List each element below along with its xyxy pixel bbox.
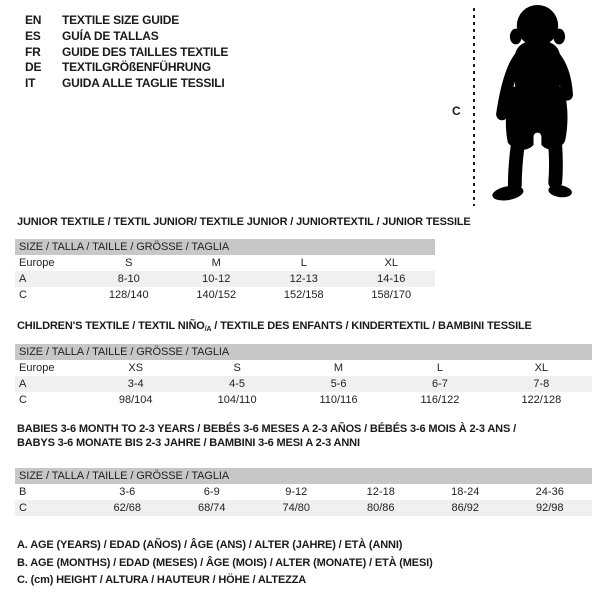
size-cell: 74/80 (282, 502, 311, 514)
children-title-pre: CHILDREN'S TEXTILE / TEXTIL NIÑO (17, 320, 205, 332)
size-header-band: SIZE / TALLA / TAILLE / GRÖSSE / TAGLIA (15, 344, 592, 360)
children-title-sub: /A (204, 326, 212, 333)
size-cell: 110/116 (319, 394, 358, 406)
table-row (15, 287, 435, 303)
size-cell: XL (534, 362, 549, 374)
size-cell: 7-8 (533, 378, 550, 390)
size-cell: 6-7 (431, 378, 448, 390)
height-measure-label: C (452, 104, 461, 118)
language-row (25, 45, 228, 61)
guide-title: GUIDE DES TAILLES TEXTILE (62, 44, 229, 59)
legend-line-a: A. AGE (YEARS) / EDAD (AÑOS) / ÂGE (ANS) / ALTER (JAHRE) / ETÀ (ANNI) (17, 539, 403, 551)
height-measure-dashed-line (473, 8, 475, 206)
guide-title: GUÍA DE TALLAS (62, 28, 159, 43)
size-cell: 5-6 (330, 378, 347, 390)
row-label: C (19, 502, 27, 514)
junior-size-table (15, 239, 435, 303)
size-cell: 24-36 (535, 486, 564, 498)
row-label: Europe (19, 257, 55, 269)
size-header-band: SIZE / TALLA / TAILLE / GRÖSSE / TAGLIA (15, 239, 435, 255)
guide-title: GUIDA ALLE TAGLIE TESSILI (62, 76, 225, 91)
table-row (15, 376, 592, 392)
size-cell: 12-18 (366, 486, 395, 498)
table-row (15, 484, 592, 500)
row-label: C (19, 394, 27, 406)
size-cell: 152/158 (283, 289, 324, 301)
size-cell: 9-12 (285, 486, 308, 498)
language-title-list (25, 13, 228, 92)
babies-table-rows (15, 484, 592, 516)
table-row (15, 500, 592, 516)
language-code: FR (25, 44, 41, 59)
language-code: DE (25, 60, 42, 75)
children-table-rows (15, 360, 592, 408)
language-row (25, 13, 228, 29)
table-row (15, 392, 592, 408)
babies-size-table (15, 468, 592, 516)
legend-line-c: C. (cm) HEIGHT / ALTURA / HAUTEUR / HÖHE / ALTEZZA (17, 574, 307, 586)
measure-legend (17, 537, 433, 590)
size-cell: 8-10 (117, 273, 140, 285)
guide-title: TEXTILE SIZE GUIDE (62, 13, 180, 27)
size-cell: 68/74 (197, 502, 226, 514)
size-cell: 80/86 (366, 502, 395, 514)
size-cell: 12-13 (289, 273, 318, 285)
size-cell: XL (384, 257, 398, 269)
table-row (15, 271, 435, 287)
language-row (25, 60, 228, 76)
toddler-silhouette-icon (484, 4, 588, 206)
size-cell: 92/98 (535, 502, 564, 514)
language-code: IT (25, 76, 36, 91)
junior-section-title: JUNIOR TEXTILE / TEXTIL JUNIOR/ TEXTILE JUNIOR / JUNIORTEXTIL / JUNIOR TESSILE (17, 216, 471, 228)
size-cell: 14-16 (377, 273, 406, 285)
children-section-title (17, 320, 532, 333)
babies-title-line2: BABYS 3-6 MONATE BIS 2-3 JAHRE / BAMBINI 3-6 MESI A 2-3 ANNI (17, 437, 360, 449)
size-cell: M (333, 362, 344, 374)
row-label: B (19, 486, 27, 498)
table-row (15, 360, 592, 376)
size-cell: XS (128, 362, 144, 374)
size-cell: 3-6 (119, 486, 136, 498)
size-cell: 4-5 (229, 378, 246, 390)
size-cell: 98/104 (118, 394, 153, 406)
language-row (25, 76, 228, 92)
legend-line-b: B. AGE (MONTHS) / EDAD (MESES) / ÂGE (MOIS) / ALTER (MONATE) / ETÀ (MESI) (17, 556, 433, 569)
size-cell: 18-24 (451, 486, 480, 498)
size-cell: 128/140 (108, 289, 149, 301)
size-cell: L (300, 257, 307, 269)
size-cell: 140/152 (196, 289, 237, 301)
size-cell: 116/122 (420, 394, 460, 406)
size-cell: 122/128 (521, 394, 562, 406)
babies-title-line1: BABIES 3-6 MONTH TO 2-3 YEARS / BEBÉS 3-6 MESES A 2-3 AÑOS / BÉBÉS 3-6 MOIS À 2-3 ANS / (17, 423, 516, 435)
size-cell: 6-9 (203, 486, 220, 498)
size-cell: 62/68 (113, 502, 142, 514)
junior-table-rows (15, 255, 435, 303)
size-cell: 158/170 (371, 289, 412, 301)
size-cell: 3-4 (127, 378, 144, 390)
babies-section-title (17, 422, 577, 450)
children-title-post: / TEXTILE DES ENFANTS / KINDERTEXTIL / BAMBINI TESSILE (211, 320, 532, 332)
children-size-table (15, 344, 592, 408)
size-cell: S (125, 257, 133, 269)
table-row (15, 255, 435, 271)
language-code: ES (25, 28, 41, 43)
size-header-band: SIZE / TALLA / TAILLE / GRÖSSE / TAGLIA (15, 468, 592, 484)
row-label: Europe (19, 362, 55, 374)
guide-title: TEXTILGRÖßENFÜHRUNG (62, 60, 211, 75)
row-label: A (19, 273, 27, 285)
size-cell: M (211, 257, 221, 269)
size-cell: S (233, 362, 241, 374)
size-cell: 10-12 (202, 273, 231, 285)
size-cell: L (436, 362, 443, 374)
size-cell: 86/92 (451, 502, 480, 514)
size-cell: 104/110 (217, 394, 257, 406)
row-label: C (19, 289, 27, 301)
language-row (25, 29, 228, 45)
language-code: EN (25, 13, 42, 27)
row-label: A (19, 378, 27, 390)
